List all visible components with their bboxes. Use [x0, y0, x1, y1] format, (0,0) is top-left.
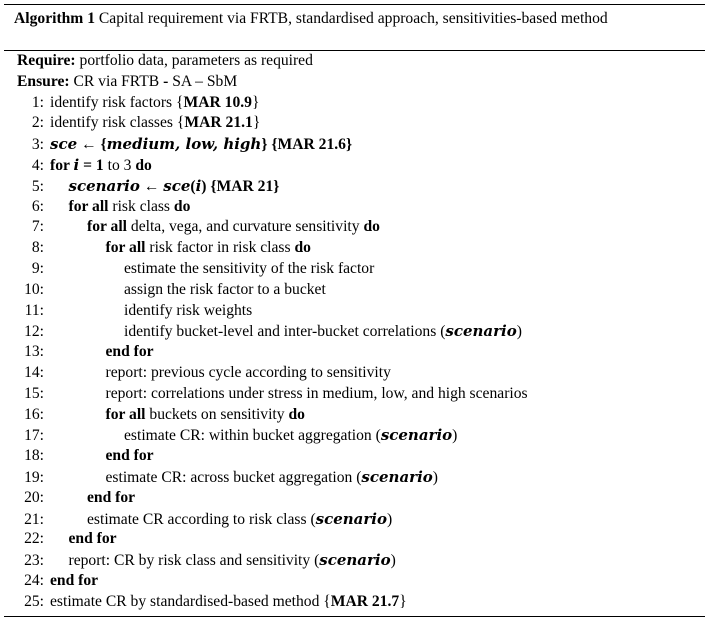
- algorithm-line: [14, 467, 695, 488]
- line-text: {: [176, 93, 184, 111]
- algorithm-line: [14, 363, 695, 384]
- line-text: MAR 10.9: [183, 93, 252, 111]
- line-text: ): [387, 510, 393, 528]
- line-content: [69, 198, 191, 215]
- line-text: identify risk factors: [50, 93, 177, 111]
- line-text: scenario: [445, 322, 517, 341]
- line-content: [87, 489, 135, 506]
- line-number: 17:: [24, 427, 44, 445]
- line-text: end for: [87, 488, 136, 506]
- line-text: ): [516, 323, 522, 341]
- line-content: [124, 302, 252, 319]
- algorithm-line: [14, 321, 695, 342]
- algorithm-line: [14, 197, 695, 218]
- line-content: [69, 530, 117, 547]
- algorithm-line: [14, 592, 695, 613]
- algorithm-line: [14, 446, 695, 467]
- line-text: end for: [68, 530, 117, 548]
- line-text: }: [252, 114, 261, 132]
- require-text: portfolio data, parameters as required: [79, 52, 313, 69]
- ensure-dash: -: [163, 72, 169, 90]
- algorithm-line: [14, 113, 695, 134]
- line-text: do: [363, 218, 380, 236]
- line-content: [106, 364, 391, 381]
- line-number: 13:: [24, 343, 44, 361]
- line-content: [106, 447, 154, 464]
- line-text: for: [50, 156, 74, 174]
- line-text: scenario: [361, 467, 433, 486]
- line-text: scenario: [68, 176, 140, 195]
- line-text: = 1: [79, 156, 104, 174]
- line-text: end for: [50, 571, 99, 589]
- algorithm-line: [14, 384, 695, 405]
- line-content: [50, 593, 407, 610]
- line-text: estimate the sensitivity of the risk factor: [124, 259, 375, 277]
- line-number: 7:: [31, 218, 44, 236]
- line-number: 23:: [24, 552, 44, 570]
- line-text: end for: [105, 447, 154, 465]
- line-text: delta, vega, and curvature sensitivity: [127, 218, 364, 236]
- algorithm-line: [14, 93, 695, 114]
- line-text: identify bucket-level and inter-bucket correlations (: [124, 323, 446, 341]
- algorithm-line: [14, 280, 695, 301]
- line-text: for all: [68, 197, 109, 215]
- line-text: MAR 21.7: [330, 592, 400, 610]
- algorithm-line: [14, 134, 695, 155]
- algorithm-caption: [4, 5, 705, 51]
- line-text: medium, low, high: [106, 135, 262, 154]
- line-text: report: correlations under stress in medium, low, and high scenarios: [105, 384, 528, 402]
- ensure-keyword: Ensure:: [17, 72, 70, 90]
- line-text: estimate CR according to risk class (: [87, 510, 316, 528]
- line-number: 12:: [24, 323, 44, 341]
- line-text: i: [73, 155, 80, 174]
- line-content: [106, 469, 438, 486]
- line-number: 4:: [31, 156, 44, 174]
- algorithm-line: [14, 301, 695, 322]
- line-number: 14:: [24, 363, 44, 381]
- algorithm-title: Capital requirement via FRTB, standardised approach, sensitivities-based method: [98, 10, 608, 27]
- algorithm-line: [14, 571, 695, 592]
- line-number: 24:: [24, 571, 44, 589]
- line-content: [50, 136, 352, 153]
- line-text: estimate CR by standardised-based method: [50, 592, 324, 610]
- line-text: for all: [87, 218, 127, 236]
- line-content: [87, 511, 392, 528]
- line-text: do: [135, 156, 152, 174]
- line-number: 15:: [24, 384, 44, 402]
- line-text: }: [399, 592, 407, 610]
- line-text: do: [288, 405, 305, 423]
- line-text: }: [261, 136, 272, 154]
- line-number: 16:: [24, 405, 44, 423]
- line-content: [69, 552, 396, 569]
- algorithm-line: [14, 405, 695, 426]
- line-text: to 3: [103, 156, 136, 174]
- line-text: scenario: [380, 426, 453, 445]
- algorithm-lines: [14, 93, 695, 613]
- algorithm-line: [14, 176, 695, 197]
- line-content: [106, 343, 154, 360]
- line-text: ) {MAR 21}: [201, 177, 280, 195]
- line-text: scenario: [315, 509, 388, 528]
- line-text: ←: [139, 177, 164, 195]
- line-text: MAR 21.1: [184, 114, 253, 132]
- line-number: 22:: [24, 530, 44, 548]
- line-text: for all: [105, 239, 146, 257]
- ensure-line: [14, 72, 695, 93]
- line-content: [50, 157, 152, 174]
- line-number: 8:: [31, 239, 44, 257]
- line-content: [69, 178, 280, 195]
- line-text: identify risk weights: [124, 301, 253, 319]
- line-content: [87, 218, 380, 235]
- line-text: {MAR 21.6}: [271, 136, 353, 154]
- line-number: 18:: [24, 447, 44, 465]
- line-number: 2:: [31, 114, 44, 132]
- line-text: assign the risk factor to a bucket: [124, 280, 326, 298]
- line-number: 6:: [31, 197, 44, 215]
- line-text: do: [173, 197, 191, 215]
- line-number: 11:: [24, 301, 44, 319]
- line-number: 3:: [31, 136, 44, 154]
- line-number: 5:: [31, 177, 44, 195]
- line-text: risk class: [108, 197, 174, 215]
- algorithm-line: [14, 425, 695, 446]
- algorithm-line: [14, 342, 695, 363]
- ensure-text-pre: CR via FRTB: [73, 72, 164, 90]
- line-text: scenario: [319, 551, 391, 570]
- line-text: ← {: [77, 136, 107, 154]
- line-number: 1:: [31, 93, 44, 111]
- line-text: end for: [105, 343, 154, 361]
- line-text: report: CR by risk class and sensitivity (: [68, 552, 320, 570]
- line-text: estimate CR: within bucket aggregation (: [124, 427, 381, 445]
- algorithm-line: [14, 217, 695, 238]
- line-text: for all: [105, 405, 146, 423]
- line-number: 9:: [31, 259, 44, 277]
- algorithm-line: [14, 550, 695, 571]
- line-number: 20:: [24, 488, 44, 506]
- line-content: [124, 323, 522, 340]
- line-content: [50, 572, 98, 589]
- line-content: [124, 427, 457, 444]
- line-text: (: [190, 177, 196, 195]
- algorithm-line: [14, 529, 695, 550]
- line-text: }: [251, 93, 260, 111]
- line-text: sce: [163, 176, 191, 195]
- line-text: {: [176, 114, 185, 132]
- algorithm-line: [14, 259, 695, 280]
- algorithm-label: Algorithm 1: [14, 10, 95, 27]
- line-text: risk factor in risk class: [145, 239, 295, 257]
- line-content: [106, 406, 305, 423]
- algorithm-line: [14, 509, 695, 530]
- line-content: [124, 281, 326, 298]
- line-number: 21:: [24, 510, 44, 528]
- line-number: 25:: [24, 592, 44, 610]
- line-number: 10:: [24, 280, 44, 298]
- line-text: ): [390, 552, 396, 570]
- algorithm-line: [14, 488, 695, 509]
- line-number: 19:: [24, 468, 44, 486]
- line-content: [106, 239, 311, 256]
- line-text: do: [294, 239, 311, 257]
- algorithm-body: [4, 51, 705, 613]
- line-text: ): [432, 468, 438, 486]
- line-text: i: [195, 176, 202, 195]
- line-text: report: previous cycle according to sensitivity: [105, 363, 391, 381]
- require-line: [14, 51, 695, 72]
- line-content: [106, 385, 528, 402]
- line-text: identify risk classes: [50, 114, 177, 132]
- algorithm-line: [14, 155, 695, 176]
- line-text: estimate CR: across bucket aggregation (: [105, 468, 362, 486]
- algorithm-box: [4, 4, 705, 617]
- ensure-text-post: SA – SbM: [168, 72, 238, 90]
- line-text: ): [452, 427, 458, 445]
- line-content: [50, 114, 260, 131]
- line-text: {: [323, 592, 331, 610]
- line-content: [50, 94, 259, 111]
- algorithm-line: [14, 238, 695, 259]
- line-content: [124, 260, 374, 277]
- line-text: sce: [50, 135, 78, 154]
- line-text: buckets on sensitivity: [145, 405, 289, 423]
- require-keyword: Require:: [17, 52, 76, 69]
